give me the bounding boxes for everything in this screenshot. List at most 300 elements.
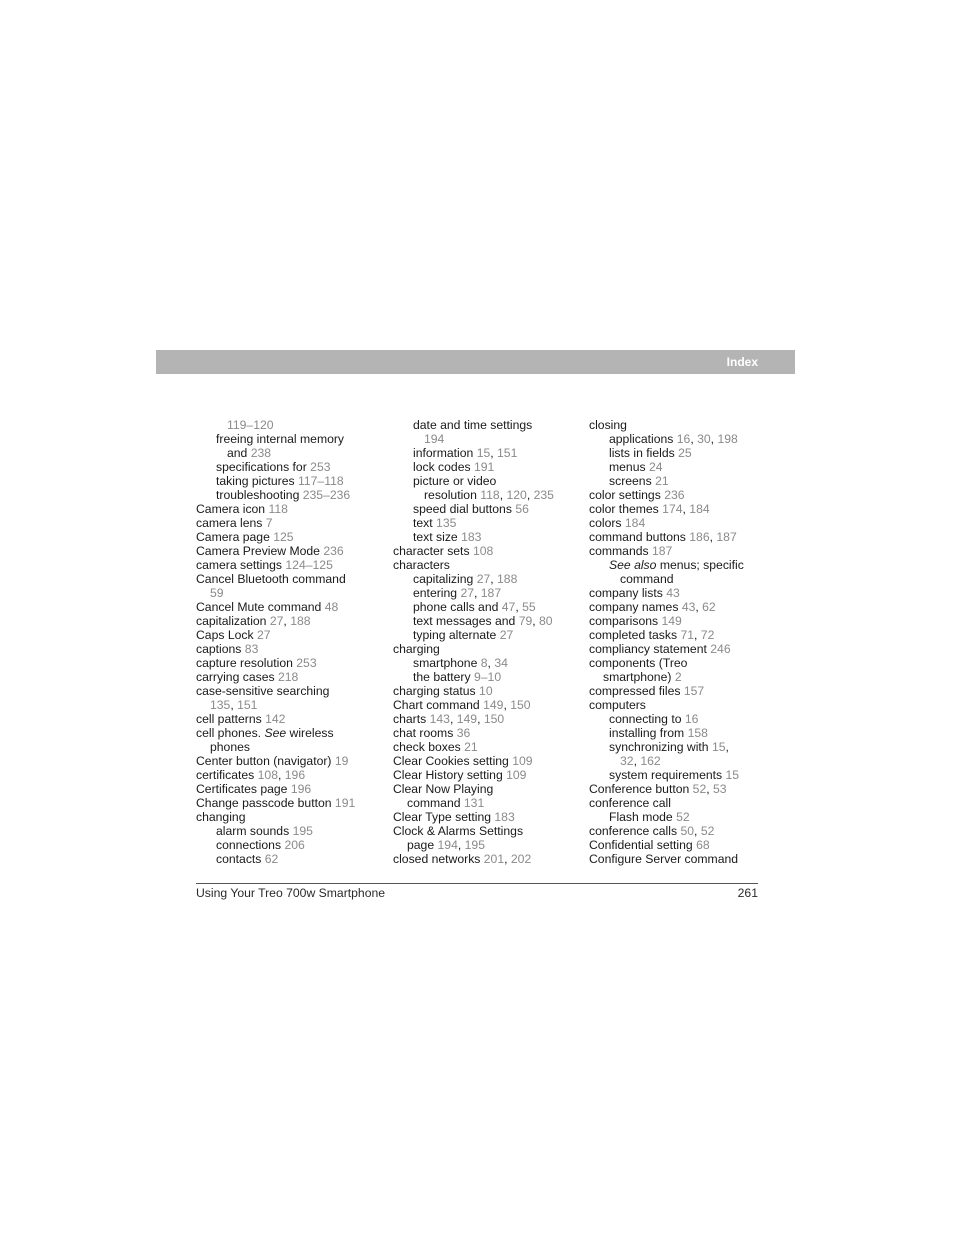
header-bar (156, 350, 795, 374)
entry-term: Configure Server command (589, 852, 739, 866)
entry-term: completed tasks (589, 628, 678, 642)
entry-term: text (413, 516, 433, 530)
index-entry (196, 572, 381, 586)
page-reference[interactable]: 16 (676, 432, 691, 446)
page-reference[interactable]: 174 (662, 502, 683, 516)
page-reference[interactable]: 198 (717, 432, 738, 446)
index-entry (196, 684, 381, 698)
index-entry (589, 656, 774, 670)
entry-term: conference calls (589, 824, 678, 838)
page-reference[interactable]: 150 (510, 698, 531, 712)
entry-term: lists in fields (609, 446, 675, 460)
page-reference[interactable]: 196 (290, 782, 312, 796)
page-reference[interactable]: 59 (210, 586, 224, 600)
index-entry (589, 838, 774, 852)
page-reference[interactable]: 135 (210, 698, 231, 712)
index-entry: applications 16, 30, 198 (609, 432, 738, 446)
page-reference[interactable]: 246 (710, 642, 731, 656)
index-entry: company names 43, 62 (589, 600, 716, 614)
index-entry (393, 432, 578, 446)
entry-term: page (407, 838, 435, 852)
entry-term: Clear History setting (393, 768, 503, 782)
entry-term: Clear Cookies setting (393, 754, 509, 768)
index-entry (196, 754, 381, 768)
see-target: menus; specific (659, 558, 744, 572)
index-entry (393, 684, 578, 698)
page-reference[interactable]: 68 (696, 838, 710, 852)
index-entry (589, 586, 774, 600)
page-reference[interactable]: 21 (464, 740, 478, 754)
entry-term: connecting to (609, 712, 682, 726)
page-reference[interactable]: 62 (702, 600, 716, 614)
page-reference[interactable]: 149 (483, 698, 504, 712)
entry-term: alarm sounds (216, 824, 290, 838)
page-reference[interactable]: 52 (700, 824, 715, 838)
index-entry (393, 474, 578, 488)
page-reference[interactable]: 32 (620, 754, 634, 768)
entry-term: screens (609, 474, 652, 488)
index-entry (393, 768, 578, 782)
index-entry (196, 670, 381, 684)
page-reference[interactable]: 235–236 (302, 488, 351, 502)
index-entry (196, 726, 381, 740)
page-reference[interactable]: 52 (692, 782, 707, 796)
page-reference[interactable]: 24 (648, 460, 663, 474)
entry-term: and (227, 446, 248, 460)
index-entry (393, 544, 578, 558)
index-entry (393, 516, 578, 530)
entry-term: components (Treo (589, 656, 688, 670)
entry-term: date and time settings (413, 418, 533, 432)
index-entry: Conference button 52, 53 (589, 782, 727, 796)
page-reference[interactable]: 56 (515, 502, 529, 516)
entry-term: character sets (393, 544, 470, 558)
entry-term: Chart command (393, 698, 480, 712)
page-reference[interactable]: 109 (506, 768, 527, 782)
index-entry (196, 558, 381, 572)
page-reference[interactable]: 131 (463, 796, 485, 810)
entry-term: commands (589, 544, 649, 558)
index-entry (589, 768, 774, 782)
entry-term: Center button (navigator) (196, 754, 332, 768)
entry-term: Certificates page (196, 782, 288, 796)
page-reference[interactable]: 187 (480, 586, 502, 600)
page-reference[interactable]: 184 (624, 516, 646, 530)
entry-term: colors (589, 516, 622, 530)
page-reference[interactable]: 201 (483, 852, 505, 866)
index-entry: charts 143, 149, 150 (393, 712, 505, 726)
entry-term: color themes (589, 502, 659, 516)
index-entry: text messages and 79, 80 (413, 614, 553, 628)
index-entry: entering 27, 187 (413, 586, 502, 600)
entry-term: menus (609, 460, 646, 474)
index-entry (196, 446, 381, 460)
index-entry: 135, 151 (210, 698, 258, 712)
index-entry (196, 796, 381, 810)
page-reference[interactable]: 142 (265, 712, 286, 726)
entry-term: applications (609, 432, 674, 446)
entry-term: Conference button (589, 782, 690, 796)
index-entry (196, 852, 381, 866)
index-entry (196, 488, 381, 502)
page-reference[interactable]: 117–118 (297, 474, 344, 488)
page-reference[interactable]: 72 (700, 628, 715, 642)
page-reference[interactable]: 184 (689, 502, 710, 516)
index-entry (589, 684, 774, 698)
page-reference[interactable]: 80 (539, 614, 553, 628)
index-entry (393, 796, 578, 810)
index-entry (589, 670, 774, 684)
page-reference[interactable]: 191 (334, 796, 356, 810)
index-entry (196, 530, 381, 544)
entry-term: case-sensitive searching (196, 684, 330, 698)
page-reference[interactable]: 125 (273, 530, 294, 544)
page-reference[interactable]: 236 (323, 544, 344, 558)
entry-term: taking pictures (216, 474, 295, 488)
entry-term: comparisons (589, 614, 659, 628)
entry-term: lock codes (413, 460, 471, 474)
index-entry: Chart command 149, 150 (393, 698, 531, 712)
entry-term: computers (589, 698, 646, 712)
page-reference[interactable]: 108 (472, 544, 494, 558)
index-entry (196, 432, 381, 446)
entry-term: closing (589, 418, 627, 432)
page-reference[interactable]: 135 (436, 516, 457, 530)
entry-term: smartphone (413, 656, 478, 670)
index-entry (393, 558, 578, 572)
page-reference[interactable]: 120 (506, 488, 527, 502)
entry-term: characters (393, 558, 450, 572)
page-reference[interactable]: 36 (456, 726, 471, 740)
entry-term: phone calls and (413, 600, 499, 614)
index-entry (589, 516, 774, 530)
page-reference[interactable]: 195 (464, 838, 485, 852)
entry-term: typing alternate (413, 628, 497, 642)
index-entry (589, 558, 774, 572)
index-entry (393, 502, 578, 516)
page-reference[interactable]: 53 (713, 782, 727, 796)
entry-term: contacts (216, 852, 262, 866)
entry-term: Flash mode (609, 810, 673, 824)
index-entry (196, 656, 381, 670)
entry-term: check boxes (393, 740, 461, 754)
page-reference[interactable]: 8 (480, 656, 488, 670)
page-reference[interactable]: 186 (689, 530, 710, 544)
index-entry: resolution 118, 120, 235 (424, 488, 554, 502)
entry-term: Clear Now Playing (393, 782, 494, 796)
page-reference[interactable]: 27 (476, 572, 491, 586)
index-entry (196, 586, 381, 600)
page-reference[interactable]: 50 (680, 824, 695, 838)
index-entry (393, 642, 578, 656)
index-entry (196, 838, 381, 852)
page-reference[interactable]: 191 (473, 460, 495, 474)
page-reference[interactable]: 195 (292, 824, 313, 838)
page-reference[interactable]: 235 (533, 488, 554, 502)
index-entry: capitalizing 27, 188 (413, 572, 518, 586)
page-reference[interactable]: 34 (494, 656, 508, 670)
entry-term: Confidential setting (589, 838, 693, 852)
entry-term: changing (196, 810, 246, 824)
index-entry (589, 810, 774, 824)
entry-term: smartphone) (603, 670, 672, 684)
page-reference[interactable]: 157 (683, 684, 705, 698)
entry-term: entering (413, 586, 458, 600)
page-reference[interactable]: 27 (460, 586, 474, 600)
entry-term: color settings (589, 488, 661, 502)
entry-term: certificates (196, 768, 255, 782)
entry-term: Clear Type setting (393, 810, 492, 824)
index-entry (393, 460, 578, 474)
entry-term: system requirements (609, 768, 723, 782)
section-title: Index (726, 355, 758, 369)
page-reference[interactable]: 238 (250, 446, 272, 460)
page-reference[interactable]: 43 (681, 600, 696, 614)
entry-term: capture resolution (196, 656, 293, 670)
entry-term: Camera page (196, 530, 270, 544)
index-entry: completed tasks 71, 72 (589, 628, 715, 642)
entry-term: freeing internal memory (216, 432, 345, 446)
entry-term: synchronizing with (609, 740, 709, 754)
index-entry (589, 460, 774, 474)
index-entry (196, 544, 381, 558)
page-reference[interactable]: 162 (640, 754, 661, 768)
entry-term: text size (413, 530, 458, 544)
entry-term: text messages and (413, 614, 516, 628)
index-entry (196, 740, 381, 754)
page-reference[interactable]: 71 (680, 628, 695, 642)
entry-term: camera lens (196, 516, 263, 530)
entry-term: picture or video (413, 474, 497, 488)
entry-term: charts (393, 712, 427, 726)
page-reference[interactable]: 118 (480, 488, 500, 502)
index-entry (393, 628, 578, 642)
index-entry (393, 782, 578, 796)
entry-term: compressed files (589, 684, 681, 698)
index-entry: page 194, 195 (407, 838, 485, 852)
page-reference[interactable]: 109 (512, 754, 533, 768)
index-entry (589, 726, 774, 740)
page-reference[interactable]: 187 (652, 544, 673, 558)
page-reference[interactable]: 150 (483, 712, 505, 726)
page-reference[interactable]: 108 (257, 768, 278, 782)
index-entry (196, 628, 381, 642)
index-entry (589, 796, 774, 810)
page-reference[interactable]: 196 (284, 768, 306, 782)
entry-term: connections (216, 838, 282, 852)
entry-term: Cancel Bluetooth command (196, 572, 346, 586)
page-reference[interactable]: 83 (244, 642, 259, 656)
index-column-1 (196, 418, 381, 866)
page-reference[interactable]: 52 (676, 810, 690, 824)
index-entry: phone calls and 47, 55 (413, 600, 536, 614)
entry-term: command (620, 572, 674, 586)
page-reference[interactable]: 202 (510, 852, 532, 866)
entry-term: company lists (589, 586, 663, 600)
page-reference[interactable]: 48 (324, 600, 339, 614)
page-reference[interactable]: 218 (277, 670, 299, 684)
page-reference[interactable]: 151 (237, 698, 258, 712)
entry-term: charging status (393, 684, 476, 698)
index-entry (393, 530, 578, 544)
index-entry: closed networks 201, 202 (393, 852, 532, 866)
page-reference[interactable]: 151 (497, 446, 518, 460)
page-reference[interactable]: 15 (711, 740, 726, 754)
index-entry (393, 670, 578, 684)
page-reference[interactable]: 158 (687, 726, 708, 740)
page-reference[interactable]: 236 (664, 488, 685, 502)
entry-term: carrying cases (196, 670, 275, 684)
entry-term: troubleshooting (216, 488, 300, 502)
entry-term: phones (210, 740, 250, 754)
trailing-punctuation: , (725, 740, 729, 754)
index-entry (196, 782, 381, 796)
entry-term: camera settings (196, 558, 283, 572)
index-entry (196, 824, 381, 838)
index-entry (196, 474, 381, 488)
index-entry (393, 418, 578, 432)
page-reference[interactable]: 149 (456, 712, 478, 726)
entry-term: information (413, 446, 474, 460)
footer-page-number: 261 (737, 886, 758, 900)
page-reference[interactable]: 119–120 (227, 418, 274, 432)
index-entry: capitalization 27, 188 (196, 614, 311, 628)
page-reference[interactable]: 15 (725, 768, 740, 782)
page-reference[interactable]: 27 (256, 628, 271, 642)
index-entry (589, 852, 774, 866)
page-reference[interactable]: 21 (655, 474, 669, 488)
page-reference[interactable]: 124–125 (285, 558, 333, 572)
page-reference[interactable]: 188 (290, 614, 311, 628)
index-entry: information 15, 151 (413, 446, 518, 460)
index-entry (196, 712, 381, 726)
entry-term: installing from (609, 726, 685, 740)
page-reference[interactable]: 62 (264, 852, 279, 866)
index-entry (589, 544, 774, 558)
index-entry (196, 502, 381, 516)
entry-term: captions (196, 642, 242, 656)
entry-term: chat rooms (393, 726, 454, 740)
index-entry (589, 474, 774, 488)
entry-term: Clock & Alarms Settings (393, 824, 524, 838)
index-entry (589, 642, 774, 656)
index-entry (196, 418, 381, 432)
entry-term: command (407, 796, 461, 810)
entry-term: conference call (589, 796, 671, 810)
footer-book-title: Using Your Treo 700w Smartphone (196, 886, 386, 900)
page-reference[interactable]: 118 (268, 502, 288, 516)
page-reference[interactable]: 183 (494, 810, 515, 824)
index-entry (393, 810, 578, 824)
entry-term: capitalizing (413, 572, 474, 586)
index-entry (393, 824, 578, 838)
index-entry: conference calls 50, 52 (589, 824, 715, 838)
page-reference[interactable]: 188 (497, 572, 518, 586)
page-reference[interactable]: 9–10 (473, 670, 502, 684)
page-reference[interactable]: 25 (678, 446, 692, 460)
entry-term: the battery (413, 670, 471, 684)
entry-term: resolution (424, 488, 477, 502)
index-entry: certificates 108, 196 (196, 768, 306, 782)
page-reference[interactable]: 187 (716, 530, 737, 544)
index-column-2 (393, 418, 578, 866)
index-entry (196, 642, 381, 656)
page-reference[interactable]: 143 (429, 712, 450, 726)
page-reference[interactable]: 55 (522, 600, 536, 614)
entry-term: Camera icon (196, 502, 266, 516)
index-column-3 (589, 418, 774, 866)
entry-term: Cancel Mute command (196, 600, 322, 614)
page-reference[interactable]: 194 (437, 838, 458, 852)
page-reference[interactable]: 47 (501, 600, 516, 614)
entry-term: Caps Lock (196, 628, 254, 642)
index-entry: command buttons 186, 187 (589, 530, 737, 544)
see-target: wireless (289, 726, 334, 740)
page-reference[interactable]: 19 (334, 754, 349, 768)
index-entry (196, 600, 381, 614)
index-entry (393, 754, 578, 768)
index-entry: 32, 162 (620, 754, 661, 768)
entry-term: closed networks (393, 852, 481, 866)
see-reference: See (264, 726, 287, 740)
index-entry (196, 460, 381, 474)
entry-term: cell patterns (196, 712, 262, 726)
entry-term: company names (589, 600, 679, 614)
index-entry: smartphone 8, 34 (413, 656, 508, 670)
index-entry (589, 488, 774, 502)
page-reference[interactable]: 183 (461, 530, 482, 544)
index-entry (393, 740, 578, 754)
page-reference[interactable]: 149 (661, 614, 682, 628)
page-reference[interactable]: 43 (666, 586, 680, 600)
entry-term: command buttons (589, 530, 686, 544)
index-entry (589, 572, 774, 586)
page-reference[interactable]: 7 (265, 516, 273, 530)
entry-term: specifications for (216, 460, 307, 474)
index-entry (589, 712, 774, 726)
page-reference[interactable]: 27 (499, 628, 514, 642)
index-entry (589, 740, 774, 754)
index-entry (589, 698, 774, 712)
page-reference[interactable]: 16 (684, 712, 699, 726)
entry-term: Camera Preview Mode (196, 544, 320, 558)
index-entry (589, 446, 774, 460)
page-reference[interactable]: 194 (424, 432, 445, 446)
index-entry (393, 726, 578, 740)
entry-term: Change passcode button (196, 796, 332, 810)
entry-term: compliancy statement (589, 642, 707, 656)
page-reference[interactable]: 10 (479, 684, 493, 698)
entry-term: charging (393, 642, 440, 656)
entry-term: speed dial buttons (413, 502, 512, 516)
page-reference[interactable]: 30 (697, 432, 711, 446)
page-reference[interactable]: 27 (269, 614, 284, 628)
index-entry (196, 810, 381, 824)
page-reference[interactable]: 253 (296, 656, 317, 670)
see-reference: See also (609, 558, 657, 572)
page-reference[interactable]: 2 (674, 670, 682, 684)
entry-term: cell phones. (196, 726, 262, 740)
footer-rule (196, 883, 758, 884)
page-reference[interactable]: 253 (310, 460, 331, 474)
page-reference[interactable]: 15 (476, 446, 491, 460)
index-entry (196, 516, 381, 530)
page-reference[interactable]: 206 (284, 838, 305, 852)
index-entry (589, 614, 774, 628)
index-entry: color themes 174, 184 (589, 502, 710, 516)
index-entry (589, 418, 774, 432)
page-reference[interactable]: 79 (518, 614, 533, 628)
